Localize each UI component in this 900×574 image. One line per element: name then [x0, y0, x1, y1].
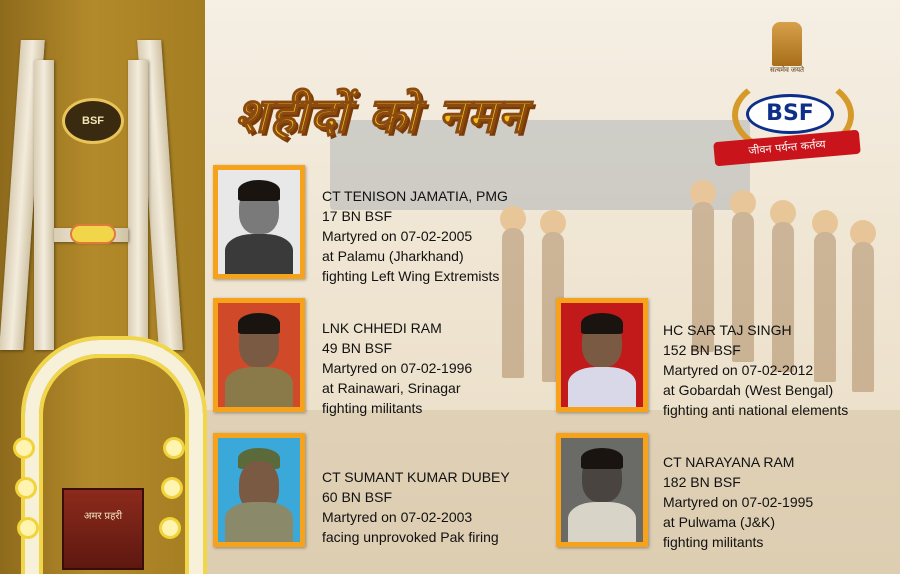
martyr-action: fighting Left Wing Extremists	[322, 268, 500, 284]
martyr-action: fighting militants	[322, 400, 423, 416]
bsf-badge-icon: BSF	[62, 98, 124, 144]
martyr-unit: 17 BN BSF	[322, 208, 393, 224]
memorial-pillar-inner-left	[34, 60, 54, 350]
flower-icon	[166, 440, 182, 456]
logo-text: BSF	[746, 94, 834, 134]
martyr-info	[322, 186, 508, 286]
portrait-image	[561, 303, 643, 407]
martyr-unit: 152 BN BSF	[663, 342, 741, 358]
martyr-place: at Gobardah (West Bengal)	[663, 382, 834, 398]
logo-ribbon: जीवन पर्यन्त कर्तव्य	[713, 130, 861, 167]
martyr-place: at Rainawari, Srinagar	[322, 380, 461, 396]
martyr-action: fighting militants	[663, 534, 764, 550]
martyr-photo	[213, 298, 305, 412]
martyr-name: CT NARAYANA RAM	[663, 454, 795, 470]
martyr-date: Martyred on 07-02-1995	[663, 494, 814, 510]
page-title: शहीदों को नमन	[235, 88, 527, 144]
martyr-date: Martyred on 07-02-2005	[322, 228, 473, 244]
martyr-unit: 60 BN BSF	[322, 489, 393, 505]
logo-motto-top: सत्यमेव जयते	[769, 67, 805, 74]
martyr-photo	[213, 165, 305, 279]
martyr-info	[322, 318, 472, 418]
martyr-action: facing unprovoked Pak firing	[322, 529, 499, 545]
martyr-unit: 182 BN BSF	[663, 474, 741, 490]
martyr-info	[663, 320, 848, 420]
flower-icon	[162, 520, 178, 536]
martyr-place: at Palamu (Jharkhand)	[322, 248, 464, 264]
martyr-place: at Pulwama (J&K)	[663, 514, 776, 530]
ashoka-emblem-icon	[772, 22, 802, 66]
martyr-photo	[556, 433, 648, 547]
amar-prahari-pedestal	[62, 488, 144, 570]
martyr-name: HC SAR TAJ SINGH	[663, 322, 792, 338]
pedestal-label: अमर प्रहरी	[83, 511, 123, 522]
portrait-image	[218, 303, 300, 407]
martyr-photo	[556, 298, 648, 412]
martyr-date: Martyred on 07-02-2003	[322, 509, 473, 525]
martyr-photo	[213, 433, 305, 547]
portrait-image	[561, 438, 643, 542]
flower-icon	[164, 480, 180, 496]
martyr-name: CT SUMANT KUMAR DUBEY	[322, 469, 510, 485]
martyr-date: Martyred on 07-02-2012	[663, 362, 814, 378]
martyr-name: LNK CHHEDI RAM	[322, 320, 442, 336]
martyr-action: fighting anti national elements	[663, 402, 849, 418]
martyr-name: CT TENISON JAMATIA, PMG	[322, 188, 508, 204]
flower-icon	[20, 520, 36, 536]
flower-garland-crossbar	[72, 226, 114, 242]
memorial-pillar-inner-right	[128, 60, 148, 350]
martyr-unit: 49 BN BSF	[322, 340, 393, 356]
portrait-image	[218, 170, 300, 274]
memorial-panel	[0, 0, 205, 574]
soldier-figure	[852, 242, 874, 392]
flower-icon	[18, 480, 34, 496]
bsf-logo	[712, 22, 862, 167]
portrait-image	[218, 438, 300, 542]
martyr-date: Martyred on 07-02-1996	[322, 360, 473, 376]
flower-icon	[16, 440, 32, 456]
martyr-info	[322, 467, 510, 547]
martyr-info	[663, 452, 813, 552]
